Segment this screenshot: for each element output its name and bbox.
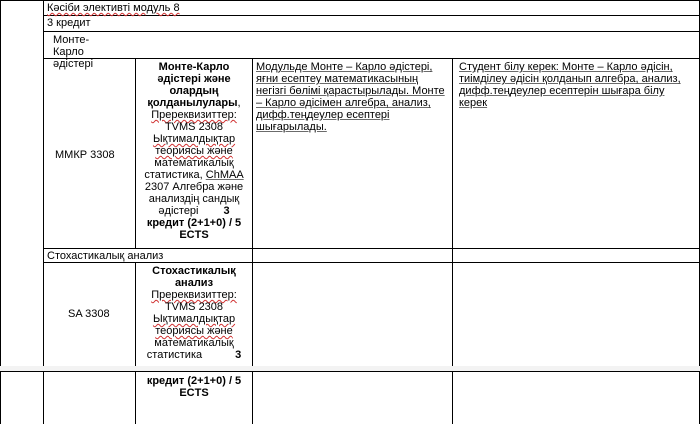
- course-summary-text: Модульде Монте – Карло әдістері, яғни есептеу математикасының негізгі бөлімі қарастырылады. Монте – Карло әдісімен алгебра, анализ, дифф.теңдеулер есептері шығарылады.: [256, 61, 445, 133]
- credit-text: кредит (2+1+0) / 5: [146, 375, 242, 387]
- credit-number: 3: [235, 349, 242, 361]
- table-border: [43, 262, 700, 263]
- table-border: [0, 0, 700, 1]
- table-border: [0, 0, 1, 366]
- course-code: ММКР 3308: [55, 149, 115, 161]
- prereq-line: Ықтималдықтар: [152, 313, 236, 325]
- credit-number: 3: [223, 205, 230, 217]
- course-description-cell: [138, 265, 250, 361]
- credits-line: 3 кредит: [47, 17, 91, 29]
- course-summary: [256, 61, 449, 133]
- course-description-cell: [138, 61, 250, 241]
- table-border: [43, 371, 44, 424]
- table-border: [43, 31, 700, 32]
- prereq-label: Пререквизиттер:: [151, 289, 237, 301]
- prereq-line: теориясы және: [155, 145, 233, 157]
- course-title: Монте-Карло әдістері және олардың қолданылулары: [147, 61, 238, 109]
- table-border: [452, 371, 453, 424]
- table-border: [252, 371, 253, 424]
- table-border: [43, 58, 700, 59]
- subsection-title-stochastic: Стохастикалық анализ: [47, 250, 164, 262]
- prereq-line: TVMS 2308: [164, 301, 224, 313]
- module-title-text: Кәсіби элективті модуль 8: [47, 2, 180, 14]
- prereq-line: математикалық: [154, 157, 234, 169]
- prereq-line: әдістері: [158, 205, 199, 217]
- course-credit-continued: [138, 375, 250, 399]
- learning-outcomes: [459, 61, 695, 109]
- prereq-line: теориясы және: [155, 325, 233, 337]
- table-border: [135, 371, 136, 424]
- course-title-trail: ,: [237, 97, 241, 109]
- course-code: SA 3308: [68, 308, 110, 320]
- ects-label: ECTS: [179, 387, 209, 399]
- table-border: [252, 58, 253, 248]
- prereq-label: Пререквизиттер:: [151, 109, 237, 121]
- course-title: Стохастикалық анализ: [152, 265, 236, 289]
- prereq-extra-code: ChMAA: [205, 169, 244, 181]
- table-border: [135, 58, 136, 248]
- table-border: [452, 248, 453, 366]
- prereq-line: 2307 Алгебра және: [144, 181, 244, 193]
- table-border: [452, 58, 453, 248]
- prereq-line: статистика: [146, 349, 203, 361]
- prereq-line: математикалық: [154, 337, 234, 349]
- prereq-line: статистика,: [144, 169, 203, 181]
- learning-outcomes-text: Студент білу керек: Монте – Карло әдісін, тиімділеу әдісін қолданып алгебра, анализ, дифф.теңдеулер есептерін шығара білу керек: [459, 61, 681, 109]
- table-border: [135, 262, 136, 366]
- table-border: [252, 248, 253, 366]
- table-border: [0, 371, 1, 424]
- credit-text: кредит (2+1+0) / 5: [146, 217, 242, 229]
- subsection-title-montecarlo: Монте-Карло әдістері: [53, 34, 94, 70]
- table-border: [43, 0, 44, 366]
- module-title: [47, 2, 687, 14]
- table-border: [43, 15, 700, 16]
- prereq-line: анализдің сандық: [148, 193, 240, 205]
- prereq-line: Ықтималдықтар: [152, 133, 236, 145]
- table-border: [43, 248, 700, 249]
- table-border: [0, 371, 700, 372]
- ects-label: ECTS: [179, 229, 209, 241]
- prereq-line: TVMS 2308: [164, 121, 224, 133]
